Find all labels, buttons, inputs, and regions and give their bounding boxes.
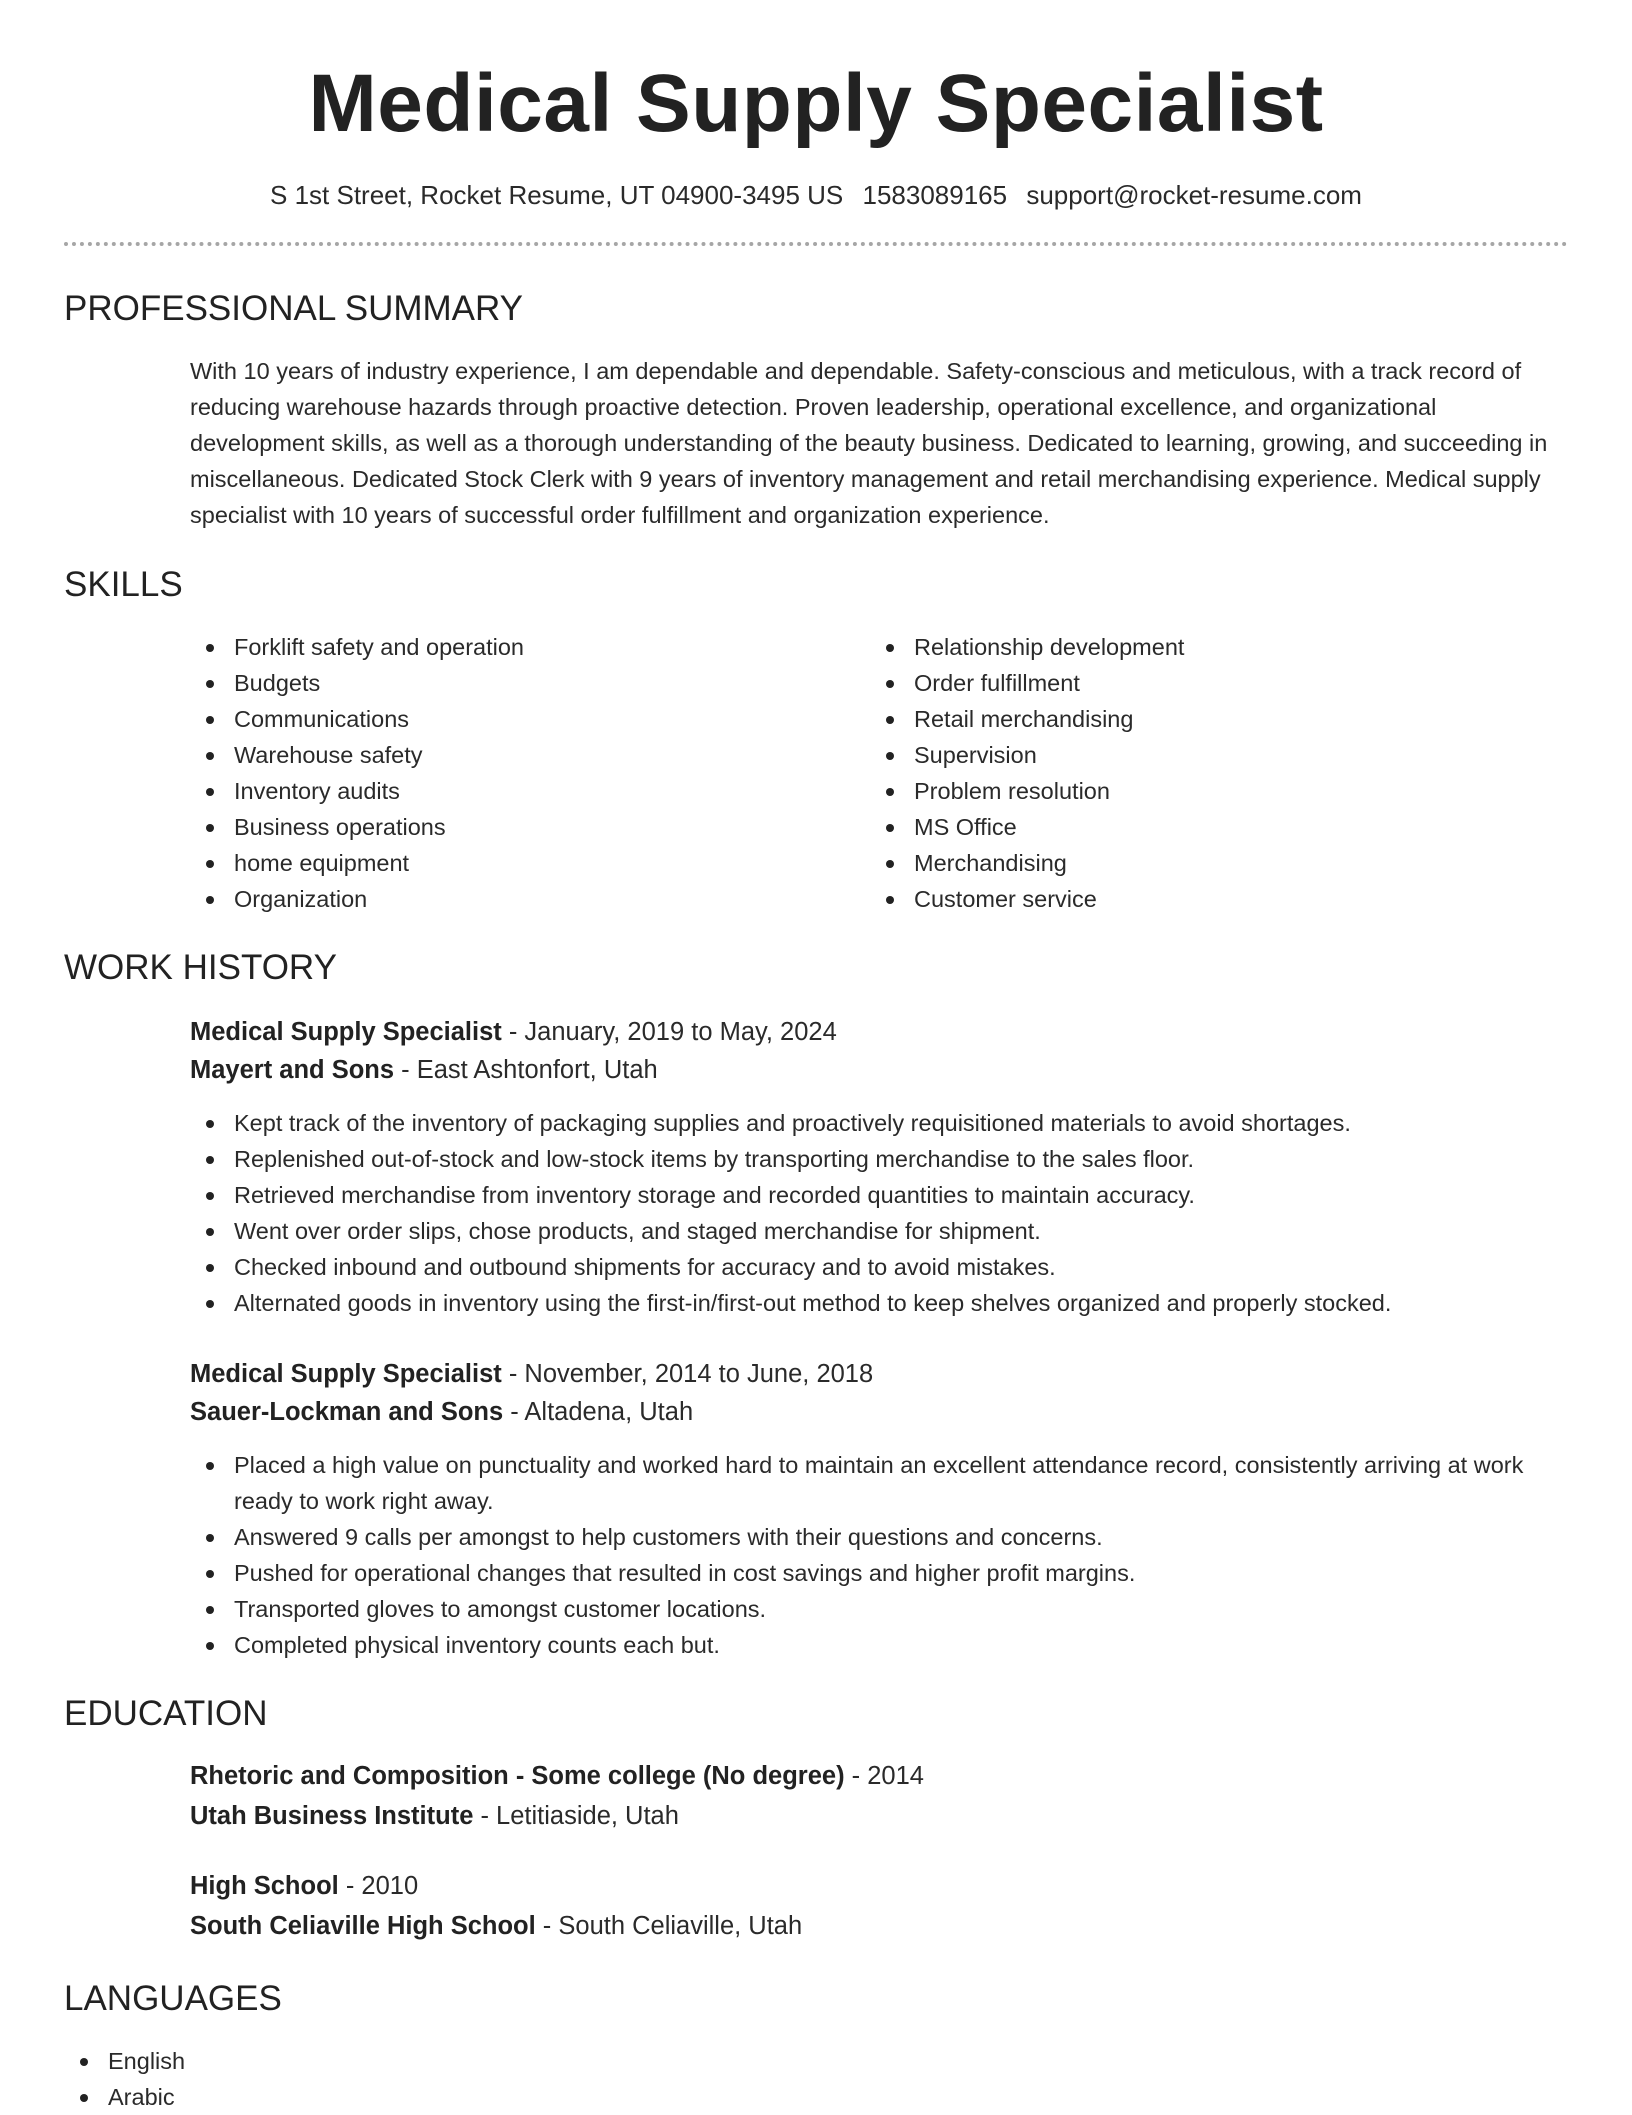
education-entry (64, 1867, 1568, 1945)
education-title: EDUCATION (64, 1694, 268, 1733)
education-location: - Letitiaside, Utah (473, 1802, 679, 1830)
skill-item: Organization (190, 881, 870, 917)
language-item: Arabic (64, 2079, 1568, 2115)
skill-item: Business operations (190, 809, 870, 845)
job-bullet: Answered 9 calls per amongst to help customers with their questions and concerns. (190, 1519, 1568, 1555)
job-title-line (190, 1013, 1568, 1051)
education-school-line (190, 1797, 1568, 1835)
job-entry (64, 1355, 1568, 1663)
skill-item: Forklift safety and operation (190, 629, 870, 665)
skill-item: Retail merchandising (870, 701, 1550, 737)
job-title-line (190, 1355, 1568, 1393)
skill-item: MS Office (870, 809, 1550, 845)
skills-title: SKILLS (64, 565, 183, 604)
skill-item: Merchandising (870, 845, 1550, 881)
skill-item: Budgets (190, 665, 870, 701)
skill-item: Supervision (870, 737, 1550, 773)
skills-list-right (870, 629, 1550, 917)
education-degree-line (190, 1757, 1568, 1795)
job-dates: - November, 2014 to June, 2018 (501, 1360, 874, 1388)
job-bullet: Alternated goods in inventory using the first-in/first-out method to keep shelves organized and properly stocked. (190, 1285, 1568, 1321)
job-bullet: Completed physical inventory counts each but. (190, 1627, 1568, 1663)
languages-section (64, 1977, 1568, 2115)
job-company-line (190, 1393, 1568, 1431)
contact-phone: 1583089165 (862, 180, 1008, 210)
job-bullet: Retrieved merchandise from inventory storage and recorded quantities to maintain accuracy. (190, 1177, 1568, 1213)
education-school: South Celiaville High School (190, 1912, 536, 1940)
education-degree: High School (190, 1872, 339, 1900)
work-section (64, 946, 1568, 1663)
job-bullet: Checked inbound and outbound shipments for accuracy and to avoid mistakes. (190, 1249, 1568, 1285)
skills-column-left (190, 629, 870, 917)
job-bullet: Went over order slips, chose products, and staged merchandise for shipment. (190, 1213, 1568, 1249)
job-bullet: Placed a high value on punctuality and worked hard to maintain an excellent attendance record, consistently arriving at work ready to work right away. (190, 1447, 1568, 1519)
summary-text: With 10 years of industry experience, I am dependable and dependable. Safety-conscious and meticulous, with a track record of reducing warehouse hazards through proactive detection. Proven leadership, operational excellence, and organizational development skills, as well as a thorough understanding of the beauty business. Dedicated to learning, growing, and succeeding in miscellaneous. Dedicated Stock Clerk with 9 years of inventory management and retail merchandising experience. Medical supply specialist with 10 years of successful order fulfillment and organization experience. (190, 358, 1548, 528)
job-role: Medical Supply Specialist (190, 1360, 502, 1388)
job-company: Sauer-Lockman and Sons (190, 1398, 504, 1426)
skill-item: Problem resolution (870, 773, 1550, 809)
job-entry (64, 1013, 1568, 1321)
skill-item: Customer service (870, 881, 1550, 917)
language-item: English (64, 2043, 1568, 2079)
job-dates: - January, 2019 to May, 2024 (501, 1018, 837, 1046)
skills-section (64, 563, 1568, 917)
job-company: Mayert and Sons (190, 1056, 395, 1084)
job-location: - East Ashtonfort, Utah (394, 1056, 658, 1084)
summary-title: PROFESSIONAL SUMMARY (64, 289, 523, 328)
job-bullet: Kept track of the inventory of packaging supplies and proactively requisitioned materials to avoid shortages. (190, 1105, 1568, 1141)
job-location: - Altadena, Utah (503, 1398, 694, 1426)
education-degree: Rhetoric and Composition - Some college (No degree) (190, 1762, 845, 1790)
contact-line (64, 178, 1568, 212)
education-school: Utah Business Institute (190, 1802, 474, 1830)
job-company-line (190, 1051, 1568, 1089)
job-bullet: Transported gloves to amongst customer locations. (190, 1591, 1568, 1627)
resume-name: Medical Supply Specialist (308, 58, 1324, 149)
education-degree-line (190, 1867, 1568, 1905)
job-bullet: Pushed for operational changes that resulted in cost savings and higher profit margins. (190, 1555, 1568, 1591)
skills-list-left (190, 629, 870, 917)
skill-item: home equipment (190, 845, 870, 881)
contact-email: support@rocket-resume.com (1026, 180, 1362, 210)
job-bullets (190, 1447, 1568, 1663)
education-year: - 2010 (338, 1872, 419, 1900)
skills-column-right (870, 629, 1550, 917)
languages-list (64, 2043, 1568, 2115)
summary-section (64, 287, 1568, 533)
resume-page (64, 0, 1568, 2115)
skills-grid (64, 629, 1568, 917)
education-year: - 2014 (844, 1762, 924, 1790)
education-school-line (190, 1907, 1568, 1945)
skill-item: Inventory audits (190, 773, 870, 809)
languages-title: LANGUAGES (64, 1979, 282, 2018)
work-title: WORK HISTORY (64, 948, 337, 987)
skill-item: Communications (190, 701, 870, 737)
education-section (64, 1692, 1568, 1945)
skill-item: Relationship development (870, 629, 1550, 665)
contact-address: S 1st Street, Rocket Resume, UT 04900-3495 US (270, 180, 844, 210)
job-role: Medical Supply Specialist (190, 1018, 502, 1046)
skill-item: Order fulfillment (870, 665, 1550, 701)
job-bullets (190, 1105, 1568, 1321)
education-entry (64, 1757, 1568, 1835)
job-bullet: Replenished out-of-stock and low-stock items by transporting merchandise to the sales floor. (190, 1141, 1568, 1177)
header-divider (64, 242, 1568, 246)
skill-item: Warehouse safety (190, 737, 870, 773)
education-location: - South Celiaville, Utah (535, 1912, 803, 1940)
